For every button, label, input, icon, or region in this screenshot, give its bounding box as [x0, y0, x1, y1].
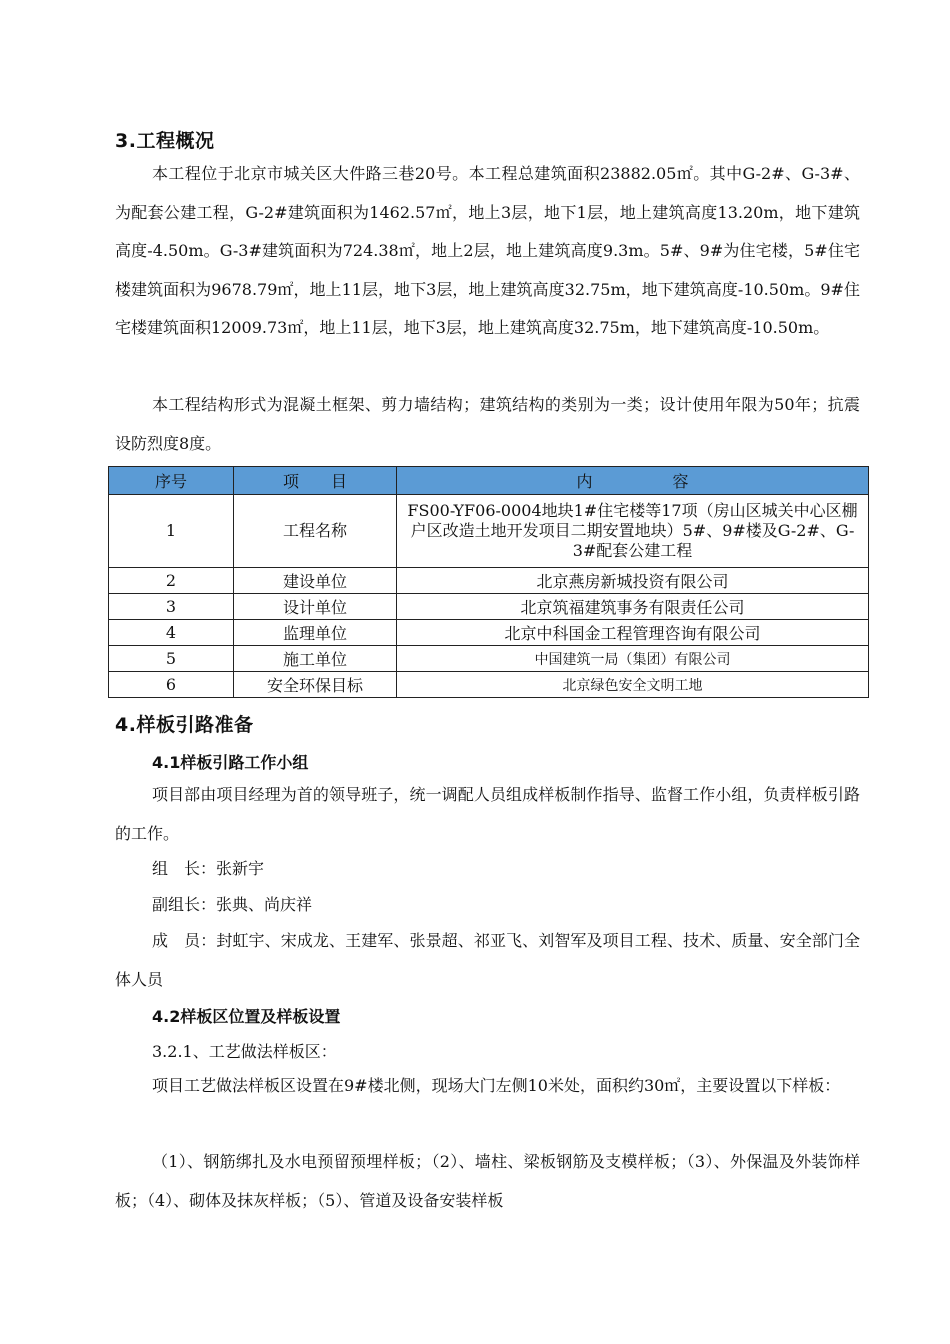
- subsection-4-1-title: 4.1样板引路工作小组: [152, 753, 309, 772]
- table-row: [109, 620, 869, 646]
- row-number: 6: [109, 672, 234, 698]
- section-4-title: 4.样板引路准备: [115, 714, 254, 736]
- project-info-table: [108, 466, 869, 698]
- table-row: [109, 568, 869, 594]
- row-content: FS00-YF06-0004地块1#住宅楼等17项（房山区城关中心区棚户区改造土地开发项目二期安置地块）5#、9#楼及G-2#、G-3#配套公建工程: [397, 495, 869, 568]
- subsection-4-2-paragraph: 项目工艺做法样板区设置在9#楼北侧，现场大门左侧10米处，面积约30㎡，主要设置以下样板：: [152, 1076, 841, 1095]
- row-item: 监理单位: [234, 620, 397, 646]
- group-members: 成 员：封虹宇、宋成龙、王建军、张景超、祁亚飞、刘智军及项目工程、技术、质量、安全部门全体人员: [115, 931, 860, 989]
- row-content: 北京筑福建筑事务有限责任公司: [397, 594, 869, 620]
- header-item: 项 目: [234, 467, 397, 495]
- row-content: 中国建筑一局（集团）有限公司: [397, 646, 869, 672]
- row-item: 施工单位: [234, 646, 397, 672]
- row-number: 3: [109, 594, 234, 620]
- table-header-row: [109, 467, 869, 495]
- sample-board-list: （1）、钢筋绑扎及水电预留预埋样板；（2）、墙柱、梁板钢筋及支模样板；（3）、外保温及外装饰样板；（4）、砌体及抹灰样板；（5）、管道及设备安装样板: [115, 1152, 860, 1210]
- subsection-4-1-paragraph: 项目部由项目经理为首的领导班子，统一调配人员组成样板制作指导、监督工作小组，负责样板引路的工作。: [115, 785, 860, 843]
- row-item: 安全环保目标: [234, 672, 397, 698]
- header-content: 内 容: [397, 467, 869, 495]
- header-number: 序号: [109, 467, 234, 495]
- row-content: 北京绿色安全文明工地: [397, 672, 869, 698]
- row-item: 设计单位: [234, 594, 397, 620]
- subsection-3-2-1-item: 3.2.1、工艺做法样板区：: [152, 1042, 337, 1061]
- row-item: 工程名称: [234, 495, 397, 568]
- table-row: [109, 646, 869, 672]
- section-3-title: 3.工程概况: [115, 130, 215, 152]
- row-number: 4: [109, 620, 234, 646]
- table-row: [109, 594, 869, 620]
- table-row: [109, 672, 869, 698]
- row-number: 5: [109, 646, 234, 672]
- subsection-4-2-title: 4.2样板区位置及样板设置: [152, 1007, 341, 1026]
- table-row: [109, 495, 869, 568]
- group-leader: 组 长：张新宇: [152, 859, 265, 878]
- row-content: 北京中科国金工程管理咨询有限公司: [397, 620, 869, 646]
- row-number: 1: [109, 495, 234, 568]
- row-number: 2: [109, 568, 234, 594]
- deputy-leaders: 副组长：张典、尚庆祥: [152, 895, 313, 914]
- section-3-paragraph-1: 本工程位于北京市城关区大件路三巷20号。本工程总建筑面积23882.05㎡。其中G-2#、G-3#、为配套公建工程，G-2#建筑面积为1462.57㎡，地上3层，地下1层，地上建筑高度13.20m，地下建筑高度-4.50m。G-3#建筑面积为724.38㎡，地上2层，地上建筑高度9.3m。5#、9#为住宅楼，5#住宅楼建筑面积为9678.79㎡，地上11层，地下3层，地上建筑高度32.75m，地下建筑高度-10.50m。9#住宅楼建筑面积12009.73㎡，地上11层，地下3层，地上建筑高度32.75m，地下建筑高度-10.50m。: [115, 164, 860, 337]
- section-3-paragraph-2: 本工程结构形式为混凝土框架、剪力墙结构；建筑结构的类别为一类；设计使用年限为50年；抗震设防烈度8度。: [115, 395, 860, 453]
- row-content: 北京燕房新城投资有限公司: [397, 568, 869, 594]
- row-item: 建设单位: [234, 568, 397, 594]
